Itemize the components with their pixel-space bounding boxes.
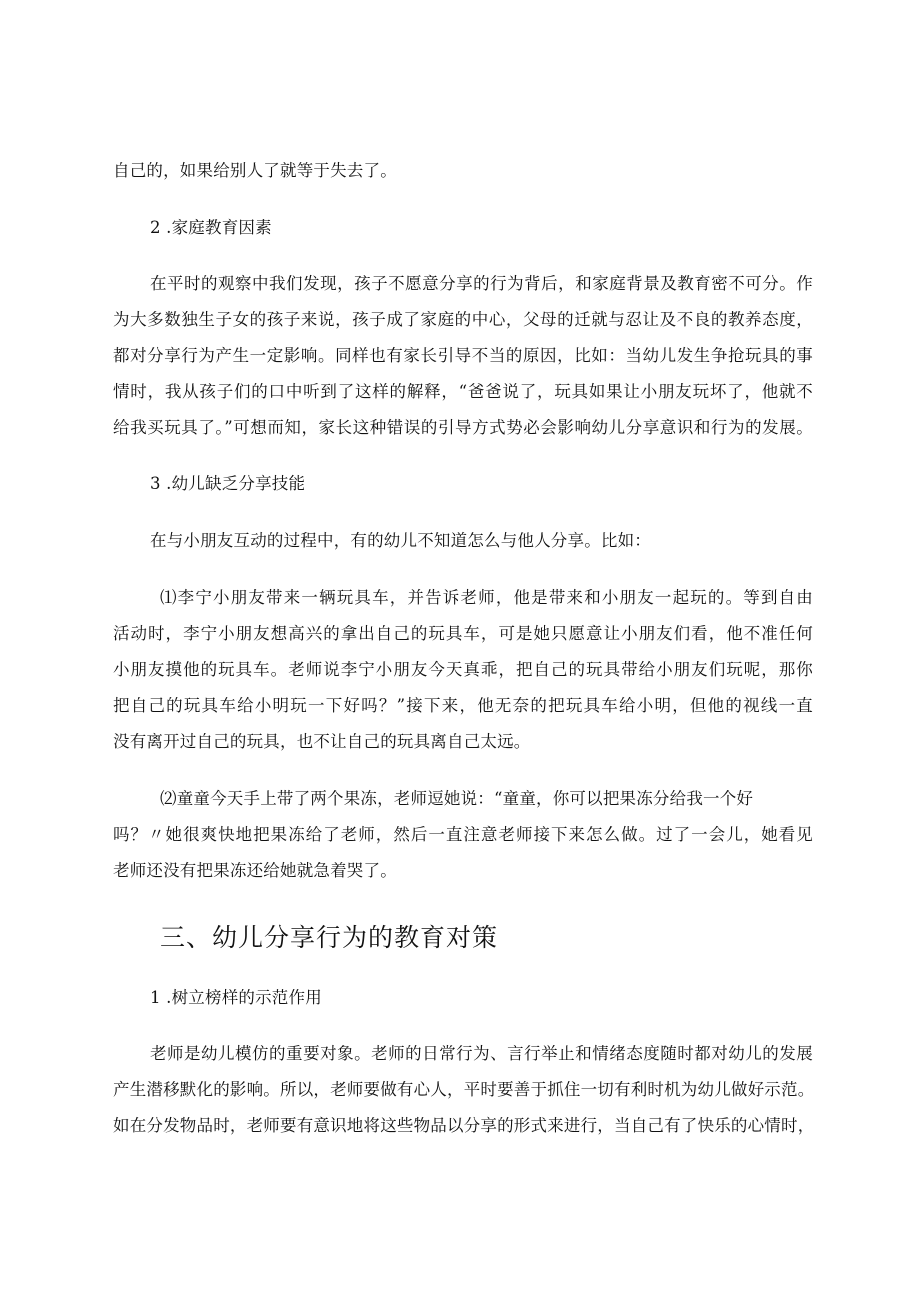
text-line: 小朋友摸他的玩具车。老师说李宁小朋友今天真乖，把自己的玩具带给小朋友们玩呢，那你	[113, 660, 813, 679]
text-line: 为大多数独生子女的孩子来说，孩子成了家庭的中心，父母的迁就与忍让及不良的教养态度，	[113, 310, 813, 329]
text-line: 吗？〃她很爽快地把果冻给了老师，然后一直注意老师接下来怎么做。过了一会儿，她看见	[113, 825, 813, 844]
subheading-role-model: 1 .树立榜样的示范作用	[150, 988, 322, 1007]
text-line: 老师是幼儿模仿的重要对象。老师的日常行为、言行举止和情绪态度随时都对幼儿的发展	[150, 1044, 813, 1063]
text-line: 产生潜移默化的影响。所以，老师要做有心人，平时要善于抓住一切有利时机为幼儿做好示范。	[113, 1080, 815, 1099]
paragraph-intro-end: 自己的，如果给别人了就等于失去了。	[113, 161, 397, 180]
text-line: 活动时，李宁小朋友想高兴的拿出自己的玩具车，可是她只愿意让小朋友们看，他不准任何	[113, 624, 813, 643]
paragraph-skill-intro: 在与小朋友互动的过程中，有的幼儿不知道怎么与他人分享。比如：	[150, 531, 651, 550]
subheading-lack-of-skills: 3 .幼儿缺乏分享技能	[150, 474, 306, 493]
text-line: 都对分享行为产生一定影响。同样也有家长引导不当的原因，比如：当幼儿发生争抢玩具的事	[113, 346, 813, 365]
text-line: 老师还没有把果冻还给她就急着哭了。	[113, 861, 397, 880]
section-title-education-strategies: 三、幼儿分享行为的教育对策	[160, 923, 499, 952]
subheading-family-education: 2 .家庭教育因素	[150, 218, 272, 237]
text-line: ⑵童童今天手上带了两个果冻，老师逗她说：“童童，你可以把果冻分给我一个好	[160, 789, 754, 808]
text-line: 如在分发物品时，老师要有意识地将这些物品以分享的形式来进行，当自己有了快乐的心情时，	[113, 1116, 815, 1135]
text-line: 给我买玩具了。”可想而知，家长这种错误的引导方式势必会影响幼儿分享意识和行为的发展。	[113, 418, 813, 437]
text-line: 没有离开过自己的玩具，也不让自己的玩具离自己太远。	[113, 732, 531, 751]
text-line: 在平时的观察中我们发现，孩子不愿意分享的行为背后，和家庭背景及教育密不可分。作	[150, 274, 813, 293]
text-line: 把自己的玩具车给小明玩一下好吗？”接下来，他无奈的把玩具车给小明，但他的视线一直	[113, 696, 813, 715]
text-line: 情时，我从孩子们的口中听到了这样的解释，“爸爸说了，玩具如果让小朋友玩坏了，他就不	[113, 382, 813, 401]
text-line: ⑴李宁小朋友带来一辆玩具车，并告诉老师，他是带来和小朋友一起玩的。等到自由	[160, 588, 813, 607]
